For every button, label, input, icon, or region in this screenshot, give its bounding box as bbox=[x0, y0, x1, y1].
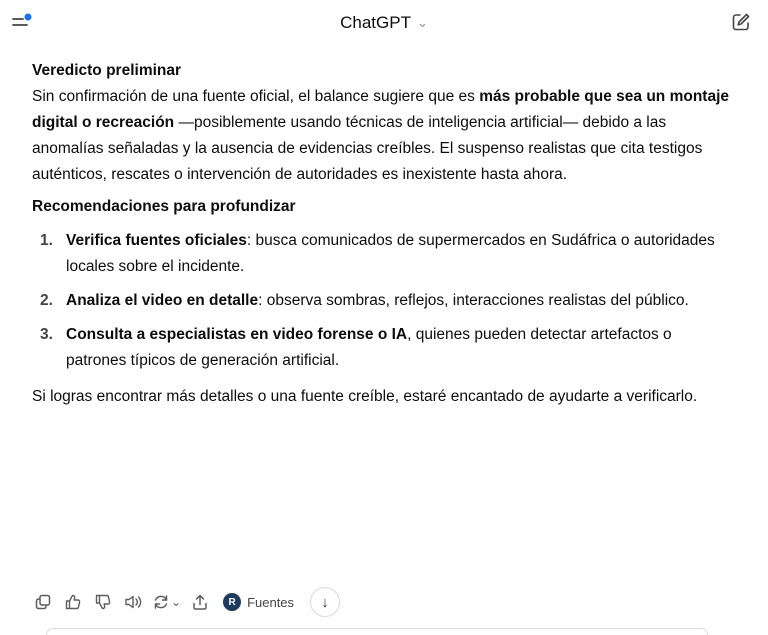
model-selector[interactable] bbox=[340, 13, 428, 33]
list-item-text: , quienes pueden detectar artefactos o patrones típicos de generación artificial. bbox=[66, 326, 672, 369]
list-number: 2. bbox=[40, 292, 53, 309]
refresh-icon bbox=[152, 593, 170, 611]
list-item bbox=[32, 288, 732, 314]
closing-paragraph: Si logras encontrar más detalles o una fuente creíble, estaré encantado de ayudarte a verificarlo. bbox=[32, 388, 698, 405]
recommendations-list bbox=[32, 228, 732, 374]
list-item bbox=[32, 228, 732, 280]
list-number: 1. bbox=[40, 232, 53, 249]
list-item-text: : busca comunicados de supermercados en Sudáfrica o autoridades locales sobre el incidente. bbox=[66, 232, 715, 275]
assistant-message bbox=[32, 58, 732, 410]
verdict-paragraph bbox=[32, 84, 732, 188]
copy-icon[interactable] bbox=[32, 591, 54, 613]
sources-label: Fuentes bbox=[247, 594, 295, 610]
edit-icon[interactable] bbox=[730, 11, 752, 33]
verdict-text-start: Sin confirmación de una fuente oficial, el balance sugiere que es bbox=[32, 88, 480, 105]
section-heading-verdict: Veredicto preliminar bbox=[32, 62, 182, 79]
message-actions bbox=[32, 586, 340, 618]
section-heading-recommendations: Recomendaciones para profundizar bbox=[32, 198, 296, 215]
list-item bbox=[32, 322, 732, 374]
app-title: ChatGPT bbox=[340, 13, 411, 32]
list-item-title: Consulta a especialistas en video forense o IA bbox=[66, 326, 408, 343]
list-item-title: Analiza el video en detalle bbox=[66, 292, 259, 309]
top-bar bbox=[0, 0, 768, 46]
source-logo-icon: R bbox=[223, 593, 241, 611]
sources-button[interactable] bbox=[223, 593, 294, 611]
sidebar-menu-icon[interactable] bbox=[10, 10, 36, 32]
chevron-down-icon: ⌄ bbox=[171, 595, 182, 609]
verdict-bold-text: más probable que sea un montaje digital o recreación bbox=[32, 88, 729, 131]
read-aloud-icon[interactable] bbox=[122, 591, 144, 613]
arrow-down-icon: ↓ bbox=[321, 593, 329, 611]
list-number: 3. bbox=[40, 326, 53, 343]
verdict-text-end: —posiblemente usando técnicas de inteligencia artificial— debido a las anomalías señaladas y la ausencia de evidencias creíbles. El suspenso realistas que cita testigos auténticos, rescates o intervención de autoridades es inexistente hasta ahora. bbox=[32, 114, 703, 183]
list-item-title: Verifica fuentes oficiales bbox=[66, 232, 247, 249]
regenerate-button[interactable] bbox=[152, 591, 181, 613]
thumbs-up-icon[interactable] bbox=[62, 591, 84, 613]
list-item-text: : observa sombras, reflejos, interacciones realistas del público. bbox=[258, 292, 689, 309]
scroll-down-button[interactable] bbox=[310, 587, 340, 617]
thumbs-down-icon[interactable] bbox=[92, 591, 114, 613]
notification-dot-icon bbox=[25, 14, 32, 21]
share-icon[interactable] bbox=[189, 591, 211, 613]
chevron-down-icon: ⌄ bbox=[416, 15, 428, 30]
